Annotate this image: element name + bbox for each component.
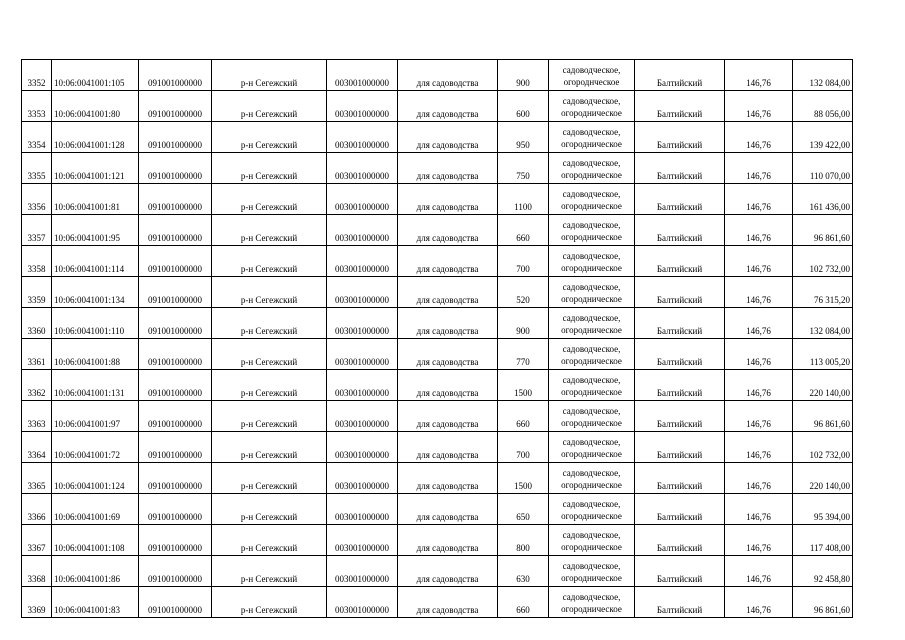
zone-name-cell: Балтийский [635,215,725,246]
land-category-line-1: садоводческое, [562,561,621,571]
row-number-cell: 3357 [22,215,52,246]
plot-area-cell: 950 [498,122,549,153]
specific-value-cell: 146,76 [725,277,793,308]
cadastral-number-cell: 10:06:0041001:83 [52,587,139,618]
cadastral-number-cell: 10:06:0041001:81 [52,184,139,215]
row-number-cell: 3353 [22,91,52,122]
land-category-cell [549,556,635,587]
okato-code-cell: 091001000000 [139,556,212,587]
oktmo-code-cell: 003001000000 [327,122,398,153]
land-category-cell [549,401,635,432]
land-category-line-1: садоводческое, [562,468,621,478]
cadastral-number-cell: 10:06:0041001:86 [52,556,139,587]
row-number-cell: 3352 [22,60,52,91]
land-category-line-2: огородническое [561,263,622,273]
specific-value-cell: 146,76 [725,215,793,246]
district-name-cell: р-н Сегежский [212,339,327,370]
plot-area-cell: 900 [498,60,549,91]
cadastral-value-cell: 139 422,00 [793,122,853,153]
row-number-cell: 3359 [22,277,52,308]
land-category-line-1: садоводческое, [562,158,621,168]
cadastral-number-cell: 10:06:0041001:95 [52,215,139,246]
cadastral-value-cell: 102 732,00 [793,246,853,277]
permitted-use-cell: для садоводства [398,370,498,401]
okato-code-cell: 091001000000 [139,587,212,618]
plot-area-cell: 900 [498,308,549,339]
zone-name-cell: Балтийский [635,401,725,432]
okato-code-cell: 091001000000 [139,494,212,525]
zone-name-cell: Балтийский [635,587,725,618]
land-category-cell [549,184,635,215]
permitted-use-cell: для садоводства [398,339,498,370]
land-category-line-2: огородническое [561,480,622,490]
permitted-use-cell: для садоводства [398,215,498,246]
row-number-cell: 3354 [22,122,52,153]
specific-value-cell: 146,76 [725,370,793,401]
specific-value-cell: 146,76 [725,432,793,463]
oktmo-code-cell: 003001000000 [327,463,398,494]
land-category-line-2: огородническое [561,139,622,149]
permitted-use-cell: для садоводства [398,525,498,556]
cadastral-number-cell: 10:06:0041001:110 [52,308,139,339]
cadastral-value-cell: 220 140,00 [793,463,853,494]
zone-name-cell: Балтийский [635,463,725,494]
district-name-cell: р-н Сегежский [212,246,327,277]
okato-code-cell: 091001000000 [139,432,212,463]
row-number-cell: 3365 [22,463,52,494]
row-number-cell: 3358 [22,246,52,277]
table-row [22,494,853,525]
district-name-cell: р-н Сегежский [212,556,327,587]
land-category-line-1: садоводческое, [562,282,621,292]
cadastral-number-cell: 10:06:0041001:124 [52,463,139,494]
cadastral-value-cell: 132 084,00 [793,308,853,339]
plot-area-cell: 1500 [498,463,549,494]
table-row [22,370,853,401]
oktmo-code-cell: 003001000000 [327,153,398,184]
land-category-line-1: садоводческое, [562,251,621,261]
district-name-cell: р-н Сегежский [212,370,327,401]
land-category-line-1: садоводческое, [562,220,621,230]
permitted-use-cell: для садоводства [398,463,498,494]
row-number-cell: 3366 [22,494,52,525]
land-category-cell [549,91,635,122]
okato-code-cell: 091001000000 [139,401,212,432]
table-row [22,432,853,463]
oktmo-code-cell: 003001000000 [327,91,398,122]
oktmo-code-cell: 003001000000 [327,401,398,432]
row-number-cell: 3363 [22,401,52,432]
okato-code-cell: 091001000000 [139,339,212,370]
permitted-use-cell: для садоводства [398,494,498,525]
table-row [22,153,853,184]
zone-name-cell: Балтийский [635,494,725,525]
oktmo-code-cell: 003001000000 [327,587,398,618]
okato-code-cell: 091001000000 [139,122,212,153]
specific-value-cell: 146,76 [725,494,793,525]
permitted-use-cell: для садоводства [398,556,498,587]
district-name-cell: р-н Сегежский [212,184,327,215]
permitted-use-cell: для садоводства [398,91,498,122]
cadastral-value-cell: 220 140,00 [793,370,853,401]
land-category-line-1: садоводческое, [562,96,621,106]
land-category-cell [549,277,635,308]
permitted-use-cell: для садоводства [398,184,498,215]
table-row [22,463,853,494]
district-name-cell: р-н Сегежский [212,60,327,91]
zone-name-cell: Балтийский [635,184,725,215]
row-number-cell: 3355 [22,153,52,184]
specific-value-cell: 146,76 [725,184,793,215]
cadastral-value-cell: 88 056,00 [793,91,853,122]
land-category-cell [549,215,635,246]
cadastral-value-cell: 92 458,80 [793,556,853,587]
cadastral-value-cell: 117 408,00 [793,525,853,556]
permitted-use-cell: для садоводства [398,122,498,153]
plot-area-cell: 660 [498,401,549,432]
plot-area-cell: 750 [498,153,549,184]
oktmo-code-cell: 003001000000 [327,339,398,370]
row-number-cell: 3356 [22,184,52,215]
permitted-use-cell: для садоводства [398,153,498,184]
zone-name-cell: Балтийский [635,525,725,556]
zone-name-cell: Балтийский [635,339,725,370]
zone-name-cell: Балтийский [635,370,725,401]
land-category-cell [549,60,635,91]
row-number-cell: 3368 [22,556,52,587]
zone-name-cell: Балтийский [635,432,725,463]
plot-area-cell: 660 [498,215,549,246]
district-name-cell: р-н Сегежский [212,215,327,246]
cadastral-number-cell: 10:06:0041001:69 [52,494,139,525]
zone-name-cell: Балтийский [635,122,725,153]
district-name-cell: р-н Сегежский [212,401,327,432]
land-category-line-2: огородническое [561,325,622,335]
row-number-cell: 3367 [22,525,52,556]
land-category-line-1: садоводческое, [562,592,621,602]
specific-value-cell: 146,76 [725,587,793,618]
okato-code-cell: 091001000000 [139,215,212,246]
oktmo-code-cell: 003001000000 [327,432,398,463]
oktmo-code-cell: 003001000000 [327,215,398,246]
table-row [22,122,853,153]
cadastral-number-cell: 10:06:0041001:97 [52,401,139,432]
table-row [22,556,853,587]
land-category-line-1: садоводческое, [562,189,621,199]
land-category-cell [549,463,635,494]
land-category-line-1: садоводческое, [562,127,621,137]
cadastral-value-cell: 132 084,00 [793,60,853,91]
zone-name-cell: Балтийский [635,277,725,308]
table-row [22,308,853,339]
table-row [22,277,853,308]
land-category-line-2: огородническое [561,201,622,211]
land-category-cell [549,122,635,153]
district-name-cell: р-н Сегежский [212,153,327,184]
zone-name-cell: Балтийский [635,153,725,184]
specific-value-cell: 146,76 [725,153,793,184]
oktmo-code-cell: 003001000000 [327,525,398,556]
permitted-use-cell: для садоводства [398,308,498,339]
cadastral-number-cell: 10:06:0041001:134 [52,277,139,308]
table-row [22,401,853,432]
okato-code-cell: 091001000000 [139,153,212,184]
land-category-cell [549,153,635,184]
okato-code-cell: 091001000000 [139,246,212,277]
land-category-line-1: садоводческое, [562,530,621,540]
land-category-line-1: садоводческое, [562,344,621,354]
land-category-line-1: садоводческое, [562,313,621,323]
plot-area-cell: 1500 [498,370,549,401]
zone-name-cell: Балтийский [635,246,725,277]
land-category-line-2: огородническое [561,294,622,304]
table-row [22,184,853,215]
specific-value-cell: 146,76 [725,122,793,153]
district-name-cell: р-н Сегежский [212,525,327,556]
oktmo-code-cell: 003001000000 [327,184,398,215]
table-row [22,60,853,91]
oktmo-code-cell: 003001000000 [327,60,398,91]
land-category-cell [549,494,635,525]
okato-code-cell: 091001000000 [139,308,212,339]
plot-area-cell: 520 [498,277,549,308]
specific-value-cell: 146,76 [725,308,793,339]
cadastral-value-cell: 110 070,00 [793,153,853,184]
cadastral-number-cell: 10:06:0041001:128 [52,122,139,153]
row-number-cell: 3361 [22,339,52,370]
okato-code-cell: 091001000000 [139,60,212,91]
zone-name-cell: Балтийский [635,60,725,91]
permitted-use-cell: для садоводства [398,587,498,618]
district-name-cell: р-н Сегежский [212,432,327,463]
cadastral-value-cell: 96 861,60 [793,587,853,618]
land-category-cell [549,246,635,277]
oktmo-code-cell: 003001000000 [327,556,398,587]
okato-code-cell: 091001000000 [139,91,212,122]
land-category-line-2: огородническое [561,108,622,118]
land-category-line-2: огородническое [561,604,622,614]
oktmo-code-cell: 003001000000 [327,494,398,525]
land-category-cell [549,370,635,401]
land-category-cell [549,587,635,618]
table-row [22,525,853,556]
plot-area-cell: 1100 [498,184,549,215]
table-row [22,91,853,122]
specific-value-cell: 146,76 [725,525,793,556]
specific-value-cell: 146,76 [725,339,793,370]
cadastral-number-cell: 10:06:0041001:88 [52,339,139,370]
zone-name-cell: Балтийский [635,308,725,339]
okato-code-cell: 091001000000 [139,525,212,556]
land-category-line-1: садоводческое, [562,406,621,416]
cadastral-number-cell: 10:06:0041001:131 [52,370,139,401]
permitted-use-cell: для садоводства [398,432,498,463]
district-name-cell: р-н Сегежский [212,463,327,494]
specific-value-cell: 146,76 [725,556,793,587]
cadastral-number-cell: 10:06:0041001:108 [52,525,139,556]
cadastral-number-cell: 10:06:0041001:80 [52,91,139,122]
land-category-line-2: огородническое [561,387,622,397]
land-category-line-2: огородническое [561,418,622,428]
specific-value-cell: 146,76 [725,60,793,91]
table-row [22,246,853,277]
plot-area-cell: 600 [498,91,549,122]
land-category-line-1: садоводческое, [562,65,621,75]
oktmo-code-cell: 003001000000 [327,277,398,308]
permitted-use-cell: для садоводства [398,246,498,277]
land-category-line-2: огородническое [561,356,622,366]
cadastral-number-cell: 10:06:0041001:121 [52,153,139,184]
table-row [22,339,853,370]
district-name-cell: р-н Сегежский [212,308,327,339]
row-number-cell: 3362 [22,370,52,401]
okato-code-cell: 091001000000 [139,277,212,308]
district-name-cell: р-н Сегежский [212,91,327,122]
land-category-cell [549,308,635,339]
table-row [22,587,853,618]
row-number-cell: 3364 [22,432,52,463]
specific-value-cell: 146,76 [725,401,793,432]
table-row [22,215,853,246]
land-category-line-2: огородническое [561,573,622,583]
oktmo-code-cell: 003001000000 [327,308,398,339]
specific-value-cell: 146,76 [725,246,793,277]
cadastral-value-cell: 96 861,60 [793,215,853,246]
oktmo-code-cell: 003001000000 [327,370,398,401]
permitted-use-cell: для садоводства [398,277,498,308]
cadastral-number-cell: 10:06:0041001:105 [52,60,139,91]
land-category-line-1: садоводческое, [562,437,621,447]
cadastral-number-cell: 10:06:0041001:114 [52,246,139,277]
row-number-cell: 3369 [22,587,52,618]
plot-area-cell: 800 [498,525,549,556]
cadastral-value-cell: 161 436,00 [793,184,853,215]
oktmo-code-cell: 003001000000 [327,246,398,277]
land-category-cell [549,339,635,370]
cadastral-value-cell: 113 005,20 [793,339,853,370]
zone-name-cell: Балтийский [635,91,725,122]
land-category-cell [549,432,635,463]
land-category-line-2: огородническое [561,170,622,180]
land-category-line-2: огородническое [561,542,622,552]
district-name-cell: р-н Сегежский [212,122,327,153]
cadastral-value-cell: 76 315,20 [793,277,853,308]
district-name-cell: р-н Сегежский [212,277,327,308]
plot-area-cell: 660 [498,587,549,618]
land-category-line-2: огородническое [561,511,622,521]
zone-name-cell: Балтийский [635,556,725,587]
land-category-line-2: огородническое [561,449,622,459]
specific-value-cell: 146,76 [725,91,793,122]
cadastral-value-cell: 95 394,00 [793,494,853,525]
land-category-line-1: садоводческое, [562,499,621,509]
land-category-line-2: огородническое [561,232,622,242]
table-body [22,60,853,618]
permitted-use-cell: для садоводства [398,60,498,91]
cadastral-value-cell: 102 732,00 [793,432,853,463]
land-category-cell [549,525,635,556]
okato-code-cell: 091001000000 [139,370,212,401]
cadastral-number-cell: 10:06:0041001:72 [52,432,139,463]
district-name-cell: р-н Сегежский [212,587,327,618]
okato-code-cell: 091001000000 [139,184,212,215]
plot-area-cell: 700 [498,432,549,463]
plot-area-cell: 770 [498,339,549,370]
land-category-line-2: огороднческое [563,77,620,87]
land-category-line-1: садоводческое, [562,375,621,385]
cadastral-value-cell: 96 861,60 [793,401,853,432]
plot-area-cell: 650 [498,494,549,525]
district-name-cell: р-н Сегежский [212,494,327,525]
row-number-cell: 3360 [22,308,52,339]
plot-area-cell: 630 [498,556,549,587]
land-plots-table [21,59,853,618]
plot-area-cell: 700 [498,246,549,277]
specific-value-cell: 146,76 [725,463,793,494]
okato-code-cell: 091001000000 [139,463,212,494]
permitted-use-cell: для садоводства [398,401,498,432]
